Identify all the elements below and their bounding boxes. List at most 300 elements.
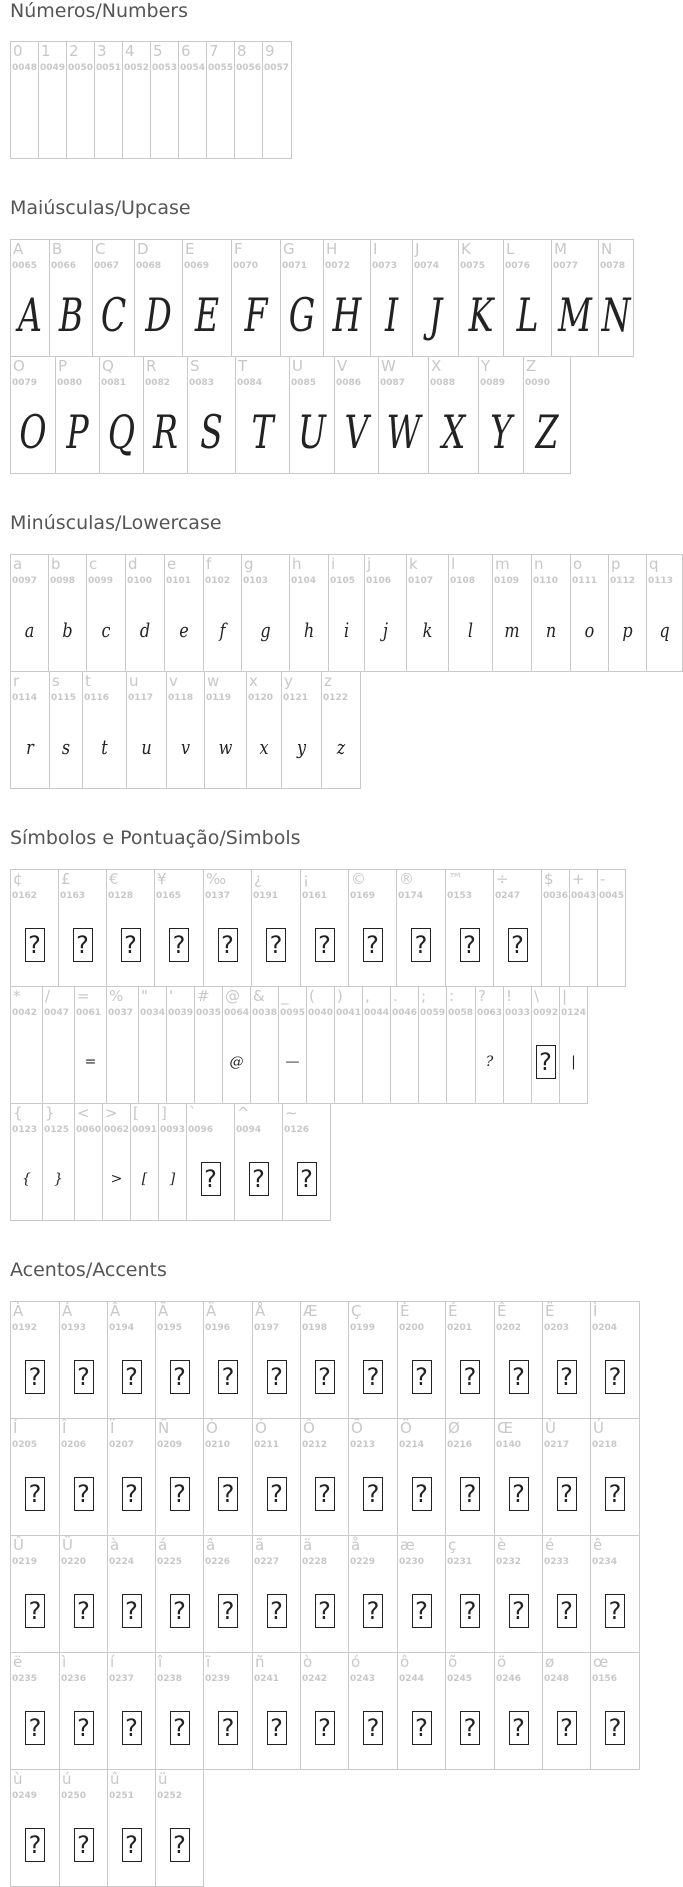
character-code: 0040 <box>308 1008 334 1018</box>
glyph-sample: a <box>24 618 35 642</box>
glyph-sample: { <box>22 1171 31 1187</box>
glyph-sample <box>67 90 94 144</box>
accents-glyph-cell <box>397 1301 446 1419</box>
upcase-glyph-cell <box>55 356 100 474</box>
glyph-sample: c <box>101 618 111 642</box>
character-code: 0220 <box>61 1557 87 1567</box>
glyph-sample <box>495 1467 542 1521</box>
character-label: J <box>415 240 420 258</box>
numbers-glyph-cell <box>122 41 151 159</box>
character-label: æ <box>400 1536 415 1554</box>
numbers-row <box>10 41 291 158</box>
glyph-sample: I <box>384 288 399 342</box>
glyph-sample <box>283 1152 330 1206</box>
glyph-sample <box>108 1818 155 1872</box>
glyph-sample: M <box>558 288 592 342</box>
glyph-sample <box>204 1701 252 1755</box>
glyph-sample <box>349 1584 397 1638</box>
numbers-glyph-cell <box>206 41 235 159</box>
lowercase-glyph-cell <box>164 554 204 672</box>
missing-glyph-icon: ? <box>412 1477 432 1511</box>
character-code: 0087 <box>380 378 406 388</box>
character-label: Ê <box>497 1302 507 1320</box>
missing-glyph-icon: ? <box>605 1360 625 1394</box>
character-code: 0128 <box>108 891 134 901</box>
character-label: ‰ <box>206 870 227 888</box>
character-code: 0199 <box>350 1323 376 1333</box>
glyph-sample: m <box>504 618 520 642</box>
character-code: 0248 <box>544 1674 570 1684</box>
character-code: 0075 <box>460 261 486 271</box>
symbols-glyph-cell <box>418 986 447 1104</box>
accents-glyph-cell <box>107 1301 156 1419</box>
character-code: 0162 <box>12 891 38 901</box>
character-code: 0197 <box>254 1323 280 1333</box>
glyph-sample: u <box>141 735 152 759</box>
missing-glyph-icon: ? <box>267 1711 287 1745</box>
character-label: g <box>244 555 254 573</box>
accents-grid <box>10 1301 639 1886</box>
upcase-glyph-cell <box>370 239 413 357</box>
missing-glyph-icon: ? <box>363 928 383 962</box>
missing-glyph-icon: ? <box>74 1360 94 1394</box>
glyph-sample <box>11 90 38 144</box>
glyph-sample <box>60 1701 107 1755</box>
character-label: Â <box>110 1302 121 1320</box>
character-code: 0217 <box>544 1440 570 1450</box>
glyph-sample <box>139 1035 166 1089</box>
glyph-sample: A <box>18 288 42 342</box>
accents-glyph-cell <box>252 1535 301 1653</box>
character-code: 0120 <box>248 693 274 703</box>
upcase-glyph-cell <box>280 239 324 357</box>
upcase-glyph-cell <box>92 239 135 357</box>
missing-glyph-icon: ? <box>73 928 93 962</box>
glyph-sample: ] <box>169 1171 176 1187</box>
missing-glyph-icon: ? <box>412 1360 432 1394</box>
character-label: ® <box>399 870 414 888</box>
character-code: 0201 <box>447 1323 473 1333</box>
character-code: 0210 <box>205 1440 231 1450</box>
missing-glyph-icon: ? <box>122 1711 142 1745</box>
missing-glyph-icon: ? <box>218 1711 238 1745</box>
character-code: 0070 <box>233 261 259 271</box>
character-label: = <box>77 987 90 1005</box>
missing-glyph-icon: ? <box>460 1594 480 1628</box>
character-code: 0100 <box>127 576 153 586</box>
accents-glyph-cell <box>590 1418 640 1536</box>
character-code: 0247 <box>495 891 521 901</box>
symbols-grid <box>10 869 625 1220</box>
glyph-sample <box>252 918 300 972</box>
glyph-sample: P <box>66 405 89 459</box>
glyph-sample <box>108 1467 155 1521</box>
character-label: [ <box>133 1104 139 1122</box>
lowercase-glyph-cell <box>10 554 49 672</box>
glyph-sample: k <box>422 618 433 642</box>
character-label: o <box>573 555 583 573</box>
character-code: 0053 <box>152 63 178 73</box>
character-code: 0245 <box>447 1674 473 1684</box>
character-code: 0156 <box>592 1674 618 1684</box>
character-code: 0207 <box>109 1440 135 1450</box>
symbols-glyph-cell <box>597 869 626 987</box>
accents-row <box>10 1652 639 1769</box>
symbols-glyph-cell <box>42 986 75 1104</box>
character-code: 0250 <box>61 1791 87 1801</box>
missing-glyph-icon: ? <box>267 1594 287 1628</box>
character-label: e <box>167 555 177 573</box>
character-label: Ô <box>303 1419 315 1437</box>
symbols-glyph-cell <box>348 869 397 987</box>
glyph-sample <box>591 1584 639 1638</box>
missing-glyph-icon: ? <box>74 1477 94 1511</box>
glyph-sample <box>253 1584 300 1638</box>
character-code: 0161 <box>302 891 328 901</box>
symbols-glyph-cell <box>154 869 204 987</box>
lowercase-glyph-cell <box>49 671 83 789</box>
character-code: 0237 <box>109 1674 135 1684</box>
glyph-sample <box>253 1350 300 1404</box>
character-label: ; <box>421 987 427 1005</box>
upcase-glyph-cell <box>235 356 290 474</box>
character-label: c <box>89 555 98 573</box>
missing-glyph-icon: ? <box>412 1594 432 1628</box>
character-label: œ <box>593 1653 609 1671</box>
accents-glyph-cell <box>494 1652 543 1770</box>
character-label: ¡ <box>303 870 310 888</box>
character-label: 4 <box>125 42 135 60</box>
character-label: N <box>601 240 613 258</box>
character-label: v <box>169 672 178 690</box>
missing-glyph-icon: ? <box>460 1711 480 1745</box>
glyph-sample <box>11 1350 59 1404</box>
character-label: ¢ <box>13 870 23 888</box>
character-label: f <box>206 555 212 573</box>
numbers-glyph-cell <box>262 41 292 159</box>
glyph-sample <box>301 1584 348 1638</box>
symbols-section-title: Símbolos e Pontuação/Simbols <box>10 827 301 849</box>
symbols-glyph-cell <box>158 1103 187 1221</box>
character-label: Y <box>481 357 491 375</box>
character-code: 0095 <box>280 1008 306 1018</box>
glyph-sample: e <box>179 618 189 642</box>
missing-glyph-icon: ? <box>218 1477 238 1511</box>
character-code: 0209 <box>157 1440 183 1450</box>
character-code: 0107 <box>408 576 434 586</box>
glyph-sample <box>39 90 66 144</box>
character-code: 0081 <box>101 378 127 388</box>
character-label: x <box>249 672 258 690</box>
character-code: 0241 <box>254 1674 280 1684</box>
symbols-glyph-cell <box>282 1103 331 1221</box>
character-label: S <box>190 357 200 375</box>
character-code: 0206 <box>61 1440 87 1450</box>
character-label: Å <box>255 1302 266 1320</box>
glyph-sample <box>123 90 150 144</box>
glyph-sample <box>204 918 251 972</box>
lowercase-glyph-cell <box>203 554 242 672</box>
character-label: q <box>649 555 659 573</box>
character-code: 0084 <box>237 378 263 388</box>
lowercase-glyph-cell <box>364 554 407 672</box>
glyph-sample: i <box>343 618 350 642</box>
character-code: 0163 <box>60 891 86 901</box>
numbers-glyph-cell <box>94 41 123 159</box>
glyph-sample <box>335 1035 362 1089</box>
missing-glyph-icon: ? <box>25 1477 45 1511</box>
character-code: 0080 <box>57 378 83 388</box>
character-label: C <box>95 240 106 258</box>
missing-glyph-icon: ? <box>509 1360 529 1394</box>
glyph-sample <box>253 1701 300 1755</box>
character-code: 0218 <box>592 1440 618 1450</box>
character-label: } <box>45 1104 55 1122</box>
character-code: 0118 <box>168 693 194 703</box>
character-label: Ñ <box>158 1419 170 1437</box>
character-label: l <box>451 555 456 573</box>
missing-glyph-icon: ? <box>122 1477 142 1511</box>
upcase-row <box>10 239 633 356</box>
character-label: 8 <box>237 42 247 60</box>
glyph-sample: Y <box>490 405 512 459</box>
character-label: ç <box>448 1536 457 1554</box>
missing-glyph-icon: ? <box>315 1360 335 1394</box>
accents-glyph-cell <box>348 1418 398 1536</box>
upcase-glyph-cell <box>49 239 93 357</box>
accents-glyph-cell <box>155 1301 204 1419</box>
character-label: ä <box>303 1536 313 1554</box>
glyph-sample <box>107 1035 138 1089</box>
upcase-glyph-cell <box>378 356 429 474</box>
character-label: Ï <box>110 1419 115 1437</box>
character-code: 0079 <box>12 378 38 388</box>
character-label: Œ <box>497 1419 514 1437</box>
symbols-glyph-cell <box>493 869 542 987</box>
character-code: 0246 <box>496 1674 522 1684</box>
character-label: G <box>283 240 295 258</box>
symbols-glyph-cell <box>234 1103 283 1221</box>
character-label: _ <box>281 987 289 1005</box>
character-code: 0193 <box>61 1323 87 1333</box>
glyph-sample <box>156 1467 203 1521</box>
character-code: 0234 <box>592 1557 618 1567</box>
accents-glyph-cell <box>107 1535 156 1653</box>
missing-glyph-icon: ? <box>170 1477 190 1511</box>
character-label: ! <box>506 987 513 1005</box>
character-label: å <box>351 1536 361 1554</box>
character-label: ™ <box>448 870 463 888</box>
upcase-glyph-cell <box>551 239 599 357</box>
numbers-glyph-cell <box>66 41 95 159</box>
character-label: \ <box>534 987 540 1005</box>
glyph-sample: > <box>110 1171 123 1187</box>
accents-row <box>10 1301 639 1418</box>
character-code: 0060 <box>76 1125 102 1135</box>
glyph-sample: | <box>571 1054 576 1070</box>
upcase-glyph-cell <box>10 239 50 357</box>
lowercase-glyph-cell <box>608 554 647 672</box>
glyph-sample <box>108 1584 155 1638</box>
character-code: 0212 <box>302 1440 328 1450</box>
accents-section-title: Acentos/Accents <box>10 1259 167 1281</box>
symbols-glyph-cell <box>130 1103 159 1221</box>
missing-glyph-icon: ? <box>509 1711 529 1745</box>
accents-glyph-cell <box>155 1418 204 1536</box>
accents-glyph-cell <box>252 1418 301 1536</box>
character-code: 0232 <box>496 1557 522 1567</box>
character-code: 0229 <box>350 1557 376 1567</box>
character-label: Õ <box>351 1419 363 1437</box>
character-label: - <box>600 870 606 888</box>
upcase-glyph-cell <box>187 356 236 474</box>
glyph-sample <box>156 1818 203 1872</box>
character-code: 0204 <box>592 1323 618 1333</box>
numbers-grid <box>10 41 291 158</box>
character-code: 0202 <box>496 1323 522 1333</box>
lowercase-glyph-cell <box>328 554 365 672</box>
character-label: £ <box>61 870 71 888</box>
character-label: Á <box>62 1302 73 1320</box>
upcase-glyph-cell <box>10 356 56 474</box>
character-code: 0102 <box>205 576 231 586</box>
character-label: H <box>326 240 338 258</box>
character-code: 0035 <box>196 1008 222 1018</box>
missing-glyph-icon: ? <box>25 928 45 962</box>
glyph-sample <box>301 1701 348 1755</box>
glyph-sample <box>179 90 206 144</box>
glyph-sample <box>60 1818 107 1872</box>
character-code: 0196 <box>205 1323 231 1333</box>
symbols-glyph-cell <box>194 986 223 1104</box>
character-label: > <box>105 1104 118 1122</box>
lowercase-glyph-cell <box>166 671 205 789</box>
symbols-glyph-cell <box>300 869 349 987</box>
character-label: ø <box>545 1653 555 1671</box>
upcase-glyph-cell <box>182 239 232 357</box>
character-label: u <box>129 672 139 690</box>
character-code: 0050 <box>68 63 94 73</box>
character-label: Ò <box>206 1419 218 1437</box>
glyph-sample: = <box>84 1054 97 1070</box>
character-code: 0231 <box>447 1557 473 1567</box>
accents-glyph-cell <box>300 1418 349 1536</box>
symbols-glyph-cell <box>106 986 139 1104</box>
symbols-row <box>10 869 625 986</box>
glyph-sample <box>349 1350 397 1404</box>
accents-glyph-cell <box>59 1301 108 1419</box>
glyph-sample <box>591 1350 639 1404</box>
character-label: ] <box>161 1104 167 1122</box>
character-code: 0097 <box>12 576 38 586</box>
character-code: 0169 <box>350 891 376 901</box>
lowercase-grid <box>10 554 682 788</box>
numbers-glyph-cell <box>150 41 179 159</box>
glyph-sample: @ <box>229 1054 244 1070</box>
character-code: 0091 <box>132 1125 158 1135</box>
glyph-sample <box>187 1152 234 1206</box>
character-code: 0235 <box>12 1674 38 1684</box>
upcase-glyph-cell <box>503 239 552 357</box>
character-label: ' <box>169 987 174 1005</box>
character-code: 0230 <box>399 1557 425 1567</box>
character-code: 0045 <box>599 891 625 901</box>
glyph-sample: h <box>303 618 315 642</box>
character-label: X <box>431 357 442 375</box>
symbols-glyph-cell <box>445 869 494 987</box>
glyph-sample: — <box>285 1054 300 1070</box>
glyph-sample: Q <box>107 405 136 459</box>
character-code: 0044 <box>364 1008 390 1018</box>
lowercase-glyph-cell <box>289 554 329 672</box>
lowercase-glyph-cell <box>406 554 449 672</box>
character-code: 0057 <box>264 63 290 73</box>
character-label: è <box>497 1536 507 1554</box>
character-code: 0243 <box>350 1674 376 1684</box>
accents-glyph-cell <box>397 1652 446 1770</box>
character-label: ë <box>13 1653 23 1671</box>
character-label: * <box>13 987 21 1005</box>
character-code: 0113 <box>648 576 674 586</box>
numbers-section-title: Números/Numbers <box>10 0 188 22</box>
accents-glyph-cell <box>445 1652 495 1770</box>
missing-glyph-icon: ? <box>509 1477 529 1511</box>
symbols-glyph-cell <box>446 986 476 1104</box>
missing-glyph-icon: ? <box>122 1828 142 1862</box>
glyph-sample: j <box>383 618 388 642</box>
glyph-sample: x <box>259 735 269 759</box>
missing-glyph-icon: ? <box>508 928 528 962</box>
character-code: 0109 <box>494 576 520 586</box>
upcase-glyph-cell <box>231 239 281 357</box>
glyph-sample: w <box>218 735 233 759</box>
character-code: 0124 <box>561 1008 587 1018</box>
character-label: s <box>52 672 60 690</box>
character-label: ü <box>158 1770 168 1788</box>
character-code: 0242 <box>302 1674 328 1684</box>
character-label: ê <box>593 1536 603 1554</box>
missing-glyph-icon: ? <box>557 1711 577 1745</box>
character-label: ¥ <box>157 870 167 888</box>
glyph-sample: l <box>467 618 474 642</box>
glyph-sample <box>532 1035 559 1089</box>
character-code: 0228 <box>302 1557 328 1567</box>
accents-glyph-cell <box>494 1301 543 1419</box>
character-label: À <box>13 1302 24 1320</box>
missing-glyph-icon: ? <box>363 1711 383 1745</box>
lowercase-glyph-cell <box>10 671 50 789</box>
glyph-sample: t <box>101 735 108 759</box>
symbols-glyph-cell <box>531 986 560 1104</box>
upcase-glyph-cell <box>523 356 571 474</box>
missing-glyph-icon: ? <box>315 1711 335 1745</box>
missing-glyph-icon: ? <box>267 1477 287 1511</box>
glyph-sample <box>156 1350 203 1404</box>
character-label: à <box>110 1536 120 1554</box>
symbols-glyph-cell <box>186 1103 235 1221</box>
accents-glyph-cell <box>445 1301 495 1419</box>
character-label: , <box>365 987 370 1005</box>
glyph-sample <box>204 1467 252 1521</box>
upcase-glyph-cell <box>323 239 371 357</box>
character-label: Ó <box>255 1419 267 1437</box>
lowercase-glyph-cell <box>48 554 87 672</box>
missing-glyph-icon: ? <box>557 1360 577 1394</box>
accents-glyph-cell <box>10 1418 60 1536</box>
glyph-sample: y <box>296 735 307 759</box>
character-label: ) <box>337 987 343 1005</box>
character-code: 0055 <box>208 63 234 73</box>
